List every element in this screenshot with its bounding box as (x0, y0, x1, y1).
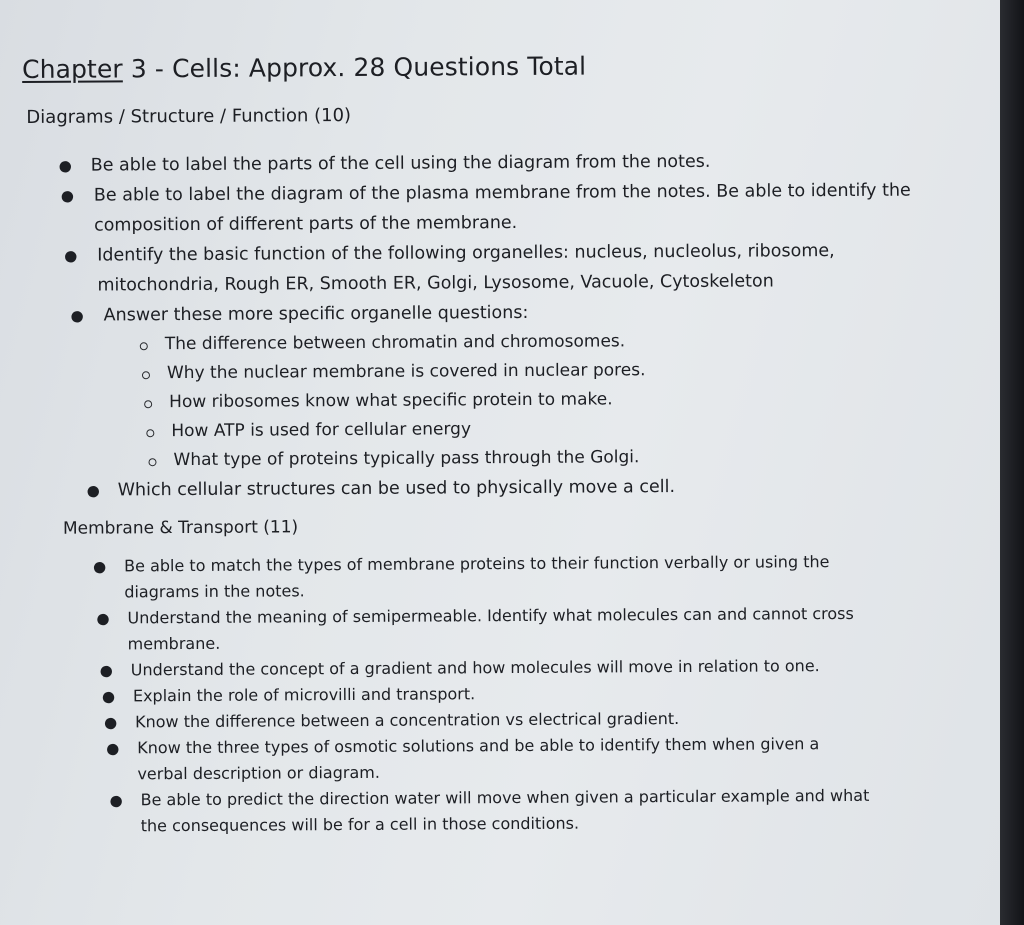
bullet-icon: ● (70, 306, 84, 325)
list-item (25, 549, 884, 606)
page-title (22, 46, 962, 88)
circle-bullet-icon (142, 371, 150, 379)
list-item-text: Be able to predict the direction water will move when given a particular example and what the consequences will be for a cell in those conditions. (140, 785, 870, 836)
sub-item-text: What type of proteins typically pass through the Golgi. (173, 447, 640, 471)
list-item (25, 601, 897, 658)
sub-item-text: How ribosomes know what specific protein to make. (169, 389, 613, 413)
list-item-text: Be able to match the types of membrane proteins to their function verbally or using the diagrams in the notes. (124, 552, 830, 602)
organelle-subquestions (24, 325, 965, 476)
bullet-icon: ● (104, 713, 118, 732)
bullet-icon: ● (96, 609, 110, 628)
section1-last-list (25, 470, 965, 506)
bullet-icon: ● (93, 557, 107, 576)
sub-item-text: How ATP is used for cellular energy (171, 419, 472, 442)
list-item-text: Identify the basic function of the following organelles: nucleus, nucleolus, ribosome, mitochondria, Rough ER, Smooth ER, Golgi, Lysosome, Vacuole, Cytoskeleton (97, 241, 835, 296)
list-item (26, 783, 900, 840)
list-item-text: Understand the meaning of semipermeable. Identify what molecules can and cannot cross membrane. (127, 603, 854, 654)
list-item-text: Be able to label the parts of the cell using the diagram from the notes. (90, 151, 711, 176)
list-item-text: Explain the role of microvilli and transport. (132, 684, 476, 706)
list-item (25, 471, 818, 506)
bullet-icon: ● (109, 791, 123, 810)
bullet-icon: ● (58, 156, 72, 175)
list-item (23, 236, 877, 301)
section-heading-diagrams: Diagrams / Structure / Function (10) (26, 104, 352, 128)
chapter-label: Chapter (22, 54, 123, 84)
list-item (23, 176, 914, 241)
bullet-icon: ● (99, 661, 113, 680)
title-rest: 3 - Cells: Approx. 28 Questions Total (122, 51, 587, 84)
list-item-text: Understand the concept of a gradient and how molecules will move in relation to one. (130, 656, 820, 680)
list-item-text: Know the three types of osmotic solutions and be able to identify them when given a verbal description or diagram. (137, 734, 820, 784)
bullet-icon: ● (86, 481, 100, 500)
section1-list (23, 145, 964, 331)
sub-item-text: The difference between chromatin and chromosomes. (164, 331, 626, 355)
section-heading-membrane: Membrane & Transport (11) (62, 517, 299, 539)
screen-bezel (1000, 0, 1024, 925)
sub-item-text: Why the nuclear membrane is covered in nuclear pores. (166, 360, 646, 384)
sub-list-item (24, 441, 964, 476)
bullet-icon: ● (60, 186, 75, 205)
list-item-text: Answer these more specific organelle questions: (103, 302, 529, 326)
bullet-icon: ● (106, 739, 120, 758)
bullet-icon: ● (101, 687, 116, 706)
list-item-text: Be able to label the diagram of the plasma membrane from the notes. Be able to identify the composition of different parts of the membrane. (93, 180, 911, 236)
list-item (26, 731, 857, 788)
circle-bullet-icon (144, 400, 152, 408)
circle-bullet-icon (140, 342, 148, 350)
bullet-icon: ● (64, 246, 78, 265)
document-content (22, 46, 967, 840)
section2-list (25, 548, 967, 840)
circle-bullet-icon (146, 429, 154, 437)
list-item-text: Which cellular structures can be used to physically move a cell. (117, 477, 676, 501)
list-item-text: Know the difference between a concentration vs electrical gradient. (135, 708, 680, 732)
circle-bullet-icon (148, 458, 156, 466)
list-item (24, 296, 804, 331)
